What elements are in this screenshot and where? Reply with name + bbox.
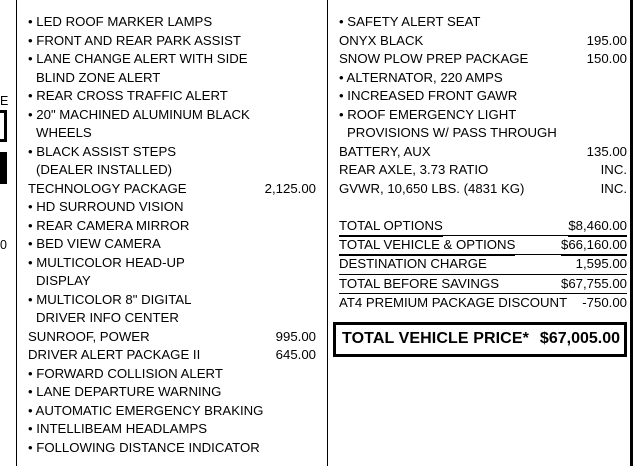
option-line: [28, 69, 318, 88]
left-divider: [16, 0, 17, 466]
option-line: [28, 365, 318, 384]
option-line: [339, 32, 627, 51]
line-item-label: • LANE DEPARTURE WARNING: [28, 384, 222, 399]
line-item-label: • ALTERNATOR, 220 AMPS: [339, 69, 503, 85]
option-line: [28, 235, 318, 254]
totals-label: DESTINATION CHARGE: [339, 255, 487, 275]
line-item-amount: 135.00: [586, 143, 627, 159]
line-item-amount: INC.: [600, 162, 627, 177]
option-line: [28, 198, 318, 217]
line-item-label: (DEALER INSTALLED): [36, 162, 173, 177]
option-line: [28, 383, 318, 402]
line-item-label: SNOW PLOW PREP PACKAGE: [339, 51, 529, 66]
totals-line: [339, 217, 627, 236]
line-item-amount: 645.00: [275, 347, 316, 362]
line-item-label: • INCREASED FRONT GAWR: [339, 88, 518, 103]
totals-line: [339, 236, 627, 255]
totals-line: [339, 275, 627, 294]
line-item-label: BATTERY, AUX: [339, 143, 431, 159]
option-line: [339, 124, 627, 143]
option-line: [28, 32, 318, 51]
option-line: [28, 161, 318, 180]
option-line: [28, 13, 318, 32]
line-item-label: ONYX BLACK: [339, 32, 424, 48]
options-list-left: [28, 13, 318, 457]
option-line: [339, 50, 627, 69]
option-line: [339, 180, 627, 199]
option-line: [28, 87, 318, 106]
line-item-label: • BLACK ASSIST STEPS: [28, 143, 177, 159]
line-item-label: DRIVER ALERT PACKAGE II: [28, 347, 201, 362]
line-item-label: REAR AXLE, 3.73 RATIO: [339, 162, 489, 177]
option-line: [28, 402, 318, 421]
option-line: [28, 106, 318, 125]
totals-amount: $67,755.00: [561, 275, 627, 295]
options-list-right: [339, 13, 627, 198]
center-divider: [327, 0, 328, 466]
option-line: [28, 254, 318, 273]
totals-amount: $8,460.00: [568, 217, 627, 237]
line-item-label: DISPLAY: [36, 273, 91, 288]
line-item-amount: 995.00: [275, 328, 316, 344]
edge-fragment-e: E: [0, 94, 9, 108]
line-item-label: • MULTICOLOR 8" DIGITAL: [28, 291, 192, 307]
total-vehicle-price-amount: $67,005.00: [539, 330, 620, 347]
line-item-label: DRIVER INFO CENTER: [36, 310, 179, 325]
line-item-label: • FORWARD COLLISION ALERT: [28, 365, 223, 381]
edge-fragment-bar: [0, 152, 7, 184]
edge-fragment-box: [0, 110, 7, 142]
line-item-amount: 195.00: [586, 32, 627, 48]
right-divider: [630, 0, 633, 466]
total-vehicle-price-label: TOTAL VEHICLE PRICE*: [342, 330, 529, 347]
line-item-label: WHEELS: [36, 125, 92, 140]
option-line: [28, 328, 318, 347]
option-line: [339, 106, 627, 125]
line-item-label: BLIND ZONE ALERT: [36, 69, 161, 85]
option-line: [339, 87, 627, 106]
totals-label: TOTAL BEFORE SAVINGS: [339, 275, 499, 295]
line-item-label: • FOLLOWING DISTANCE INDICATOR: [28, 439, 260, 455]
line-item-label: • MULTICOLOR HEAD-UP: [28, 254, 185, 270]
line-item-amount: INC.: [600, 180, 627, 196]
option-line: [339, 13, 627, 32]
option-line: [28, 439, 318, 458]
option-line: [28, 420, 318, 439]
line-item-label: • SAFETY ALERT SEAT: [339, 14, 481, 29]
option-line: [28, 143, 318, 162]
option-line: [339, 161, 627, 180]
line-item-label: • REAR CROSS TRAFFIC ALERT: [28, 88, 228, 103]
totals-line: [339, 255, 627, 274]
totals-section: [339, 217, 627, 312]
line-item-label: • LED ROOF MARKER LAMPS: [28, 14, 213, 29]
line-item-amount: 150.00: [586, 51, 627, 66]
totals-label: TOTAL VEHICLE & OPTIONS: [339, 236, 515, 256]
line-item-label: • FRONT AND REAR PARK ASSIST: [28, 32, 241, 48]
line-item-label: • BED VIEW CAMERA: [28, 236, 161, 251]
totals-amount: -750.00: [582, 294, 627, 310]
option-line: [339, 143, 627, 162]
line-item-label: • REAR CAMERA MIRROR: [28, 217, 190, 233]
line-item-label: • AUTOMATIC EMERGENCY BRAKING: [28, 402, 264, 418]
line-item-label: SUNROOF, POWER: [28, 328, 150, 344]
total-vehicle-price-box: [333, 322, 627, 357]
option-line: [339, 69, 627, 88]
totals-amount: 1,595.00: [576, 255, 627, 275]
line-item-label: PROVISIONS W/ PASS THROUGH: [347, 125, 557, 140]
line-item-label: TECHNOLOGY PACKAGE: [28, 180, 187, 196]
totals-label: TOTAL OPTIONS: [339, 217, 443, 237]
option-line: [28, 291, 318, 310]
option-line: [28, 309, 318, 328]
option-line: [28, 217, 318, 236]
edge-fragment-zero: 0: [0, 238, 7, 252]
totals-line: [339, 294, 627, 312]
option-line: [28, 50, 318, 69]
line-item-label: • HD SURROUND VISION: [28, 199, 184, 214]
line-item-label: GVWR, 10,650 LBS. (4831 KG): [339, 180, 525, 196]
option-line: [28, 180, 318, 199]
line-item-label: • 20" MACHINED ALUMINUM BLACK: [28, 106, 250, 122]
line-item-label: • ROOF EMERGENCY LIGHT: [339, 106, 517, 122]
line-item-amount: 2,125.00: [264, 180, 316, 196]
totals-label: AT4 PREMIUM PACKAGE DISCOUNT: [339, 294, 568, 310]
option-line: [28, 272, 318, 291]
line-item-label: • INTELLIBEAM HEADLAMPS: [28, 421, 208, 436]
totals-amount: $66,160.00: [561, 236, 627, 256]
option-line: [28, 346, 318, 365]
line-item-label: • LANE CHANGE ALERT WITH SIDE: [28, 51, 248, 66]
option-line: [28, 124, 318, 143]
